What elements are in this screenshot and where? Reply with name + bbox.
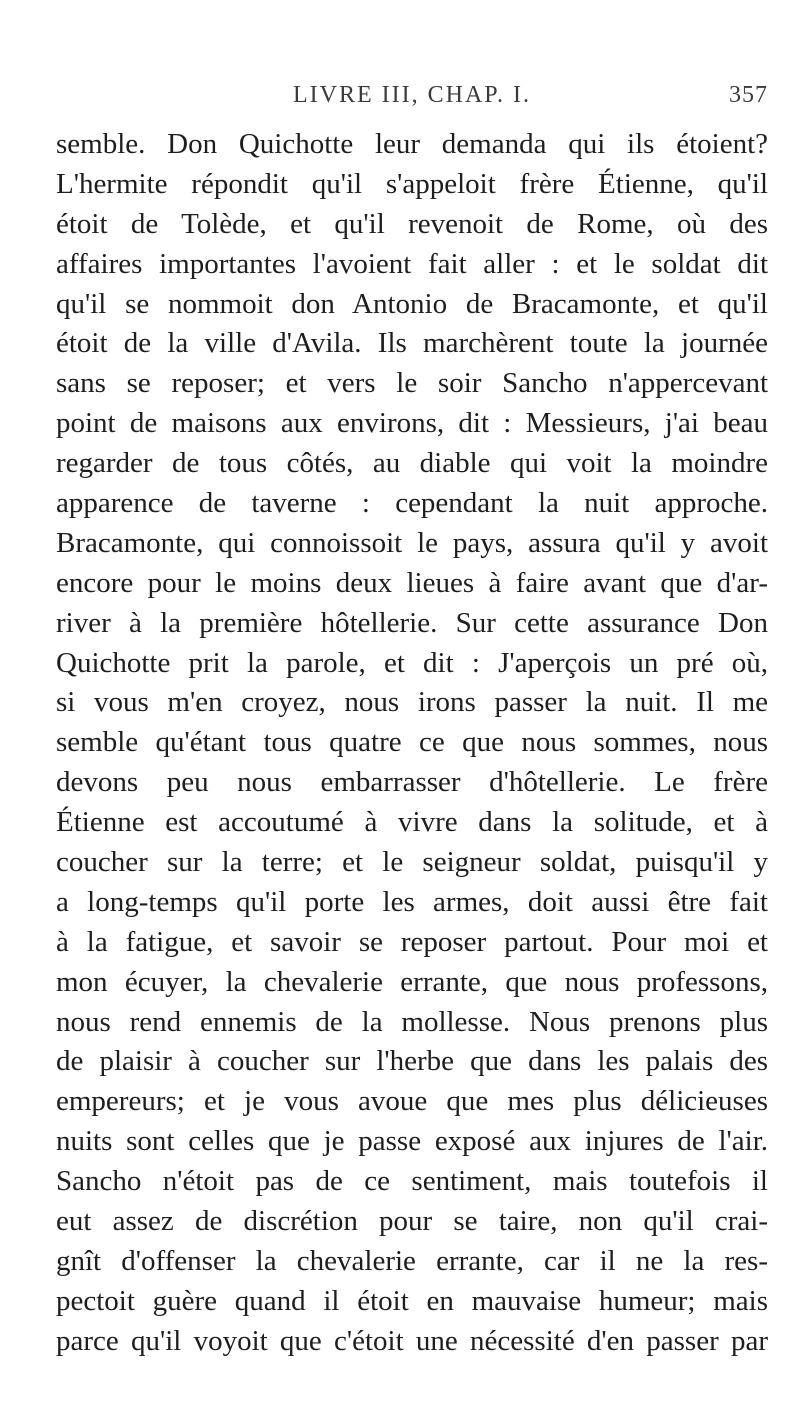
text-line: Étienne est accoutumé à vivre dans la solitude, et à [56,806,768,839]
text-line: apparence de taverne : cependant la nuit approche. [56,487,768,520]
text-line: affaires importantes l'avoient fait aller : et le soldat dit [56,247,768,280]
text-line: river à la première hôtellerie. Sur cette assurance Don [56,606,768,639]
text-line: si vous m'en croyez, nous irons passer la nuit. Il me [56,686,768,719]
text-line: gnît d'offenser la chevalerie errante, car il ne la res- [56,1244,768,1277]
text-line: pectoit guère quand il étoit en mauvaise humeur; mais [56,1284,768,1317]
text-line: semble. Don Quichotte leur demanda qui ils étoient? [56,128,768,160]
text-line: empereurs; et je vous avoue que mes plus délicieuses [56,1085,768,1118]
text-line: Sancho n'étoit pas de ce sentiment, mais toutefois il [56,1165,768,1198]
text-line: semble qu'étant tous quatre ce que nous sommes, nous [56,726,768,759]
text-line: Quichotte prit la parole, et dit : J'aperçois un pré où, [56,646,768,679]
running-head [56,82,768,122]
page-number: 357 [729,82,768,108]
text-line: de plaisir à coucher sur l'herbe que dans les palais des [56,1045,768,1078]
text-line: nous rend ennemis de la mollesse. Nous prenons plus [56,1005,768,1038]
text-line: sans se reposer; et vers le soir Sancho n'appercevant [56,367,768,400]
text-line: mon écuyer, la chevalerie errante, que nous professons, [56,965,768,998]
text-line: regarder de tous côtés, au diable qui voit la moindre [56,447,768,480]
text-line: étoit de Tolède, et qu'il revenoit de Rome, où des [56,207,768,240]
text-line: coucher sur la terre; et le seigneur soldat, puisqu'il y [56,846,768,879]
text-line: a long-temps qu'il porte les armes, doit aussi être fait [56,885,768,918]
text-line: qu'il se nommoit don Antonio de Bracamonte, et qu'il [56,287,768,320]
text-line: point de maisons aux environs, dit : Messieurs, j'ai beau [56,407,768,440]
text-line: étoit de la ville d'Avila. Ils marchèrent toute la journée [56,327,768,360]
text-line: parce qu'il voyoit que c'étoit une nécessité d'en passer par [56,1324,768,1357]
text-line: L'hermite répondit qu'il s'appeloit frère Étienne, qu'il [56,167,768,200]
text-line: à la fatigue, et savoir se reposer partout. Pour moi et [56,925,768,958]
text-line: Bracamonte, qui connoissoit le pays, assura qu'il y avoit [56,526,768,559]
body-text [56,125,768,1362]
text-line: devons peu nous embarrasser d'hôtellerie. Le frère [56,766,768,799]
text-line: nuits sont celles que je passe exposé aux injures de l'air. [56,1125,768,1158]
text-line: encore pour le moins deux lieues à faire avant que d'ar- [56,566,768,599]
running-title: LIVRE III, CHAP. I. [293,82,531,108]
text-line: eut assez de discrétion pour se taire, non qu'il crai- [56,1205,768,1238]
